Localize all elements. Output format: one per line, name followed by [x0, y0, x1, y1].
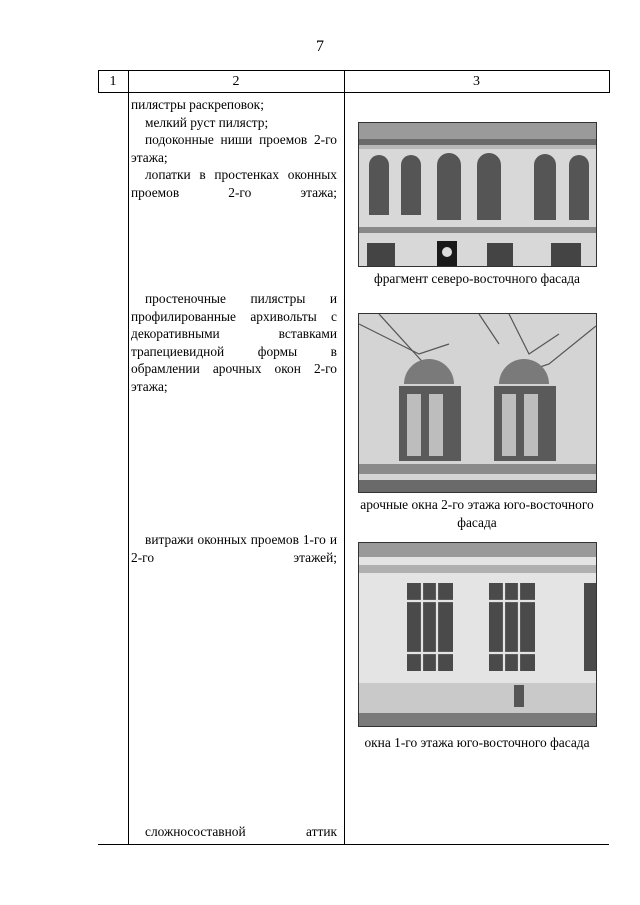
table-row-2-text [131, 290, 337, 396]
page-number: 7 [316, 38, 324, 55]
photo-caption: окна 1-го этажа юго-восточного фасада [364, 735, 590, 750]
list-item: простеночные пилястры и профилированные архивольты с декоративными вставками трапециевидной формы в обрамлении арочных окон 2-го этажа; [131, 291, 337, 394]
table-row-4-text [131, 823, 337, 841]
list-item: подоконные ниши проемов 2-го этажа; [131, 132, 337, 165]
column-header-2: 2 [232, 74, 240, 89]
photo-caption: арочные окна 2-го этажа юго-восточного фасада [360, 497, 594, 530]
list-item: витражи оконных проемов 1-го и 2-го этажей; [131, 532, 337, 565]
column-header-3: 3 [473, 74, 480, 89]
list-item: мелкий руст пилястр; [145, 114, 269, 130]
table-row-1-text [131, 96, 337, 202]
ground-floor-windows-photo [358, 542, 597, 727]
table-row-3-text [131, 531, 337, 566]
column-header-1: 1 [109, 74, 117, 89]
list-item: лопатки в простенках оконных проемов 2-го этажа; [131, 167, 337, 200]
arched-windows-photo [358, 313, 597, 493]
list-item: сложносоставной аттик [145, 824, 337, 839]
list-item: пилястры раскреповок; [131, 97, 264, 112]
facade-fragment-photo [358, 122, 597, 267]
photo-caption: фрагмент северо-восточного фасада [374, 271, 580, 286]
